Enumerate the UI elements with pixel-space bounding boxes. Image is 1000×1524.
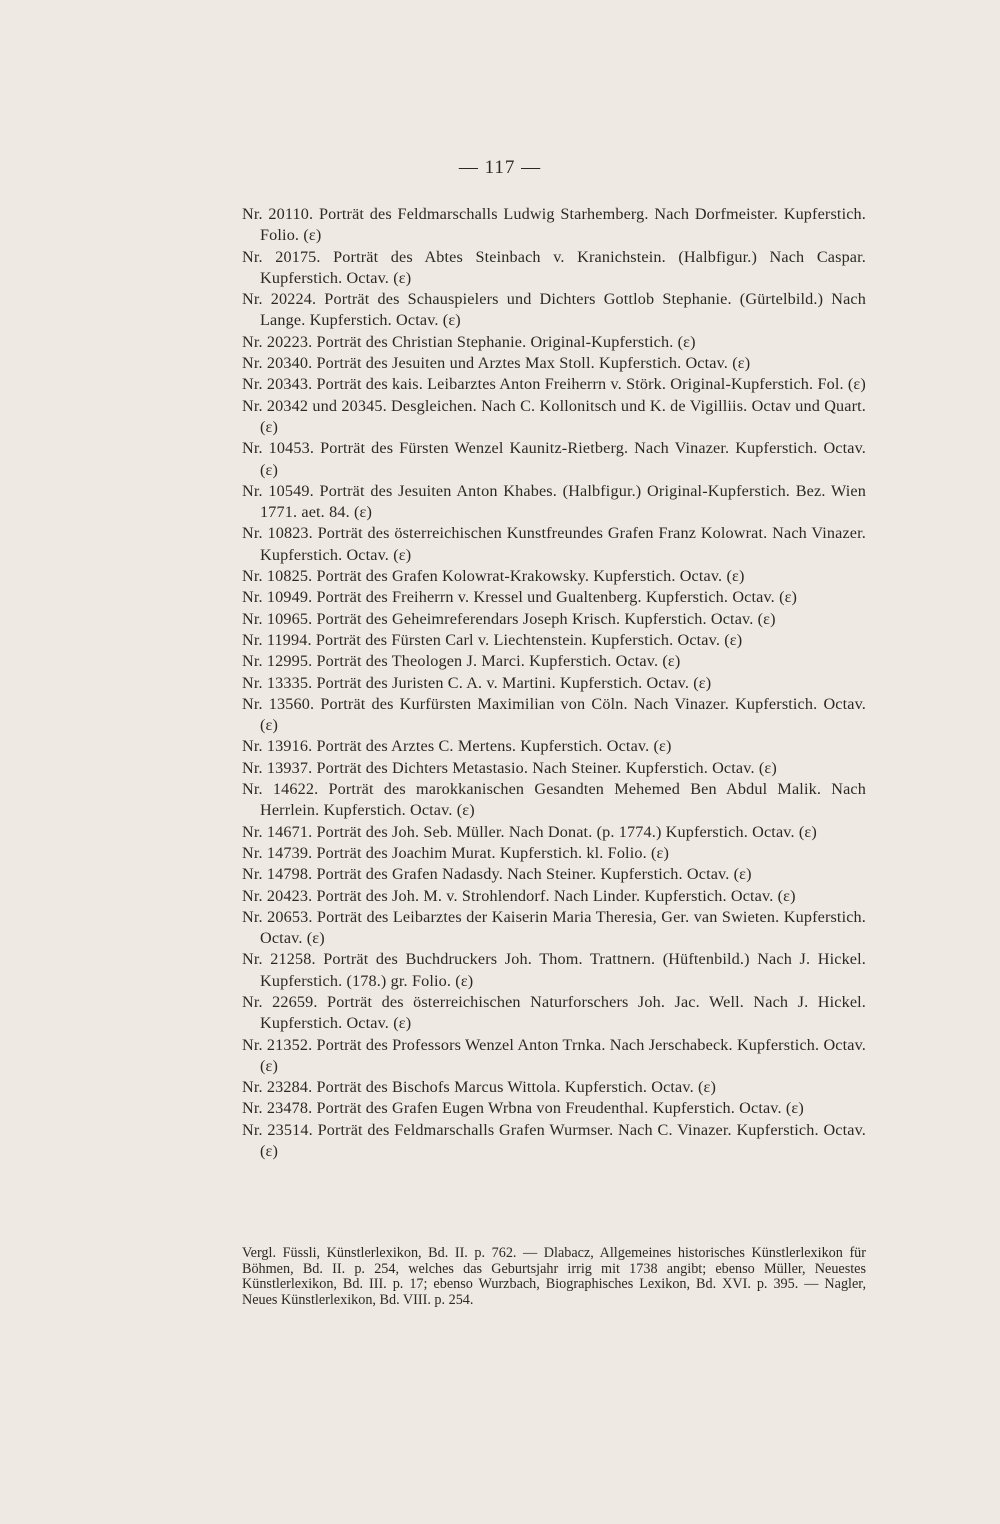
catalog-entry: Nr. 12995. Porträt des Theologen J. Marci. Kupferstich. Octav. (ε) bbox=[242, 652, 681, 671]
catalog-entry: Nr. 23284. Porträt des Bischofs Marcus Wittola. Kupferstich. Octav. (ε) bbox=[242, 1078, 716, 1097]
catalog-entry: Nr. 14798. Porträt des Grafen Nadasdy. Nach Steiner. Kupferstich. Octav. (ε) bbox=[242, 865, 752, 884]
catalog-entry: Nr. 20423. Porträt des Joh. M. v. Strohlendorf. Nach Linder. Kupferstich. Octav. (ε) bbox=[242, 886, 796, 905]
catalog-entry: Nr. 20343. Porträt des kais. Leibarztes Anton Freiherrn v. Störk. Original-Kupferstich. Fol. (ε) bbox=[242, 375, 866, 394]
catalog-entry: Nr. 20342 und 20345. Desgleichen. Nach C. Kollonitsch und K. de Vigilliis. Octav und Quart. (ε) bbox=[242, 396, 866, 436]
catalog-entry: Nr. 10453. Porträt des Fürsten Wenzel Kaunitz-Rietberg. Nach Vinazer. Kupferstich. Octav. (ε) bbox=[242, 439, 866, 479]
catalog-entry: Nr. 21352. Porträt des Professors Wenzel Anton Trnka. Nach Jerschabeck. Kupferstich. Octav. (ε) bbox=[242, 1035, 866, 1075]
bibliography-footnote: Vergl. Füssli, Künstlerlexikon, Bd. II. p. 762. — Dlabacz, Allgemeines historisches Künstlerlexikon für Böhmen, Bd. II. p. 254, welches das Geburtsjahr irrig mit 1738 angibt; ebenso Müller, Neuestes Künstlerlexikon, Bd. III. p. 17; ebenso Wurzbach, Biographisches Lexikon, Bd. XVI. p. 395. — Nagler, Neues Künstlerlexikon, Bd. VIII. p. 254. bbox=[242, 1245, 866, 1308]
catalog-entry: Nr. 20224. Porträt des Schauspielers und Dichters Gottlob Stephanie. (Gürtelbild.) Nach Lange. Kupferstich. Octav. (ε) bbox=[242, 290, 866, 330]
catalog-entry: Nr. 20223. Porträt des Christian Stephanie. Original-Kupferstich. (ε) bbox=[242, 332, 696, 351]
catalog-entry: Nr. 20653. Porträt des Leibarztes der Kaiserin Maria Theresia, Ger. van Swieten. Kupferstich. Octav. (ε) bbox=[242, 907, 866, 948]
catalog-entry: Nr. 22659. Porträt des österreichischen Naturforschers Joh. Jac. Well. Nach J. Hickel. Kupferstich. Octav. (ε) bbox=[242, 992, 866, 1033]
catalog-entry: Nr. 20175. Porträt des Abtes Steinbach v. Kranichstein. (Halbfigur.) Nach Caspar. Kupferstich. Octav. (ε) bbox=[242, 247, 866, 287]
catalog-entry-list bbox=[242, 204, 866, 1162]
catalog-entry: Nr. 23514. Porträt des Feldmarschalls Grafen Wurmser. Nach C. Vinazer. Kupferstich. Octav. (ε) bbox=[242, 1120, 866, 1161]
catalog-entry: Nr. 14671. Porträt des Joh. Seb. Müller. Nach Donat. (p. 1774.) Kupferstich. Octav. (ε) bbox=[242, 822, 817, 841]
catalog-entry: Nr. 13560. Porträt des Kurfürsten Maximilian von Cöln. Nach Vinazer. Kupferstich. Octav. (ε) bbox=[242, 694, 866, 735]
catalog-entry: Nr. 13335. Porträt des Juristen C. A. v. Martini. Kupferstich. Octav. (ε) bbox=[242, 673, 712, 692]
catalog-entry: Nr. 23478. Porträt des Grafen Eugen Wrbna von Freudenthal. Kupferstich. Octav. (ε) bbox=[242, 1099, 804, 1118]
catalog-entry: Nr. 10825. Porträt des Grafen Kolowrat-Krakowsky. Kupferstich. Octav. (ε) bbox=[242, 567, 745, 586]
catalog-entry: Nr. 14739. Porträt des Joachim Murat. Kupferstich. kl. Folio. (ε) bbox=[242, 843, 670, 862]
catalog-entry: Nr. 13916. Porträt des Arztes C. Mertens. Kupferstich. Octav. (ε) bbox=[242, 737, 672, 756]
catalog-entry: Nr. 13937. Porträt des Dichters Metastasio. Nach Steiner. Kupferstich. Octav. (ε) bbox=[242, 758, 777, 777]
catalog-entry: Nr. 14622. Porträt des marokkanischen Gesandten Mehemed Ben Abdul Malik. Nach Herrlein. Kupferstich. Octav. (ε) bbox=[242, 780, 866, 820]
catalog-entry: Nr. 21258. Porträt des Buchdruckers Joh. Thom. Trattnern. (Hüftenbild.) Nach J. Hickel. Kupferstich. (178.) gr. Folio. (ε) bbox=[242, 950, 866, 990]
catalog-entry: Nr. 11994. Porträt des Fürsten Carl v. Liechtenstein. Kupferstich. Octav. (ε) bbox=[242, 630, 743, 649]
catalog-entry: Nr. 20110. Porträt des Feldmarschalls Ludwig Starhemberg. Nach Dorfmeister. Kupferstich. Folio. (ε) bbox=[242, 205, 866, 245]
catalog-entry: Nr. 10549. Porträt des Jesuiten Anton Khabes. (Halbfigur.) Original-Kupferstich. Bez. Wien 1771. aet. 84. (ε) bbox=[242, 481, 866, 522]
page-number: — 117 — bbox=[458, 157, 542, 178]
catalog-entry: Nr. 10823. Porträt des österreichischen Kunstfreundes Grafen Franz Kolowrat. Nach Vinazer. Kupferstich. Octav. (ε) bbox=[242, 524, 866, 564]
catalog-entry: Nr. 20340. Porträt des Jesuiten und Arztes Max Stoll. Kupferstich. Octav. (ε) bbox=[242, 354, 751, 373]
catalog-entry: Nr. 10965. Porträt des Geheimreferendars Joseph Krisch. Kupferstich. Octav. (ε) bbox=[242, 609, 776, 628]
catalog-entry: Nr. 10949. Porträt des Freiherrn v. Kressel und Gualtenberg. Kupferstich. Octav. (ε) bbox=[242, 588, 798, 607]
